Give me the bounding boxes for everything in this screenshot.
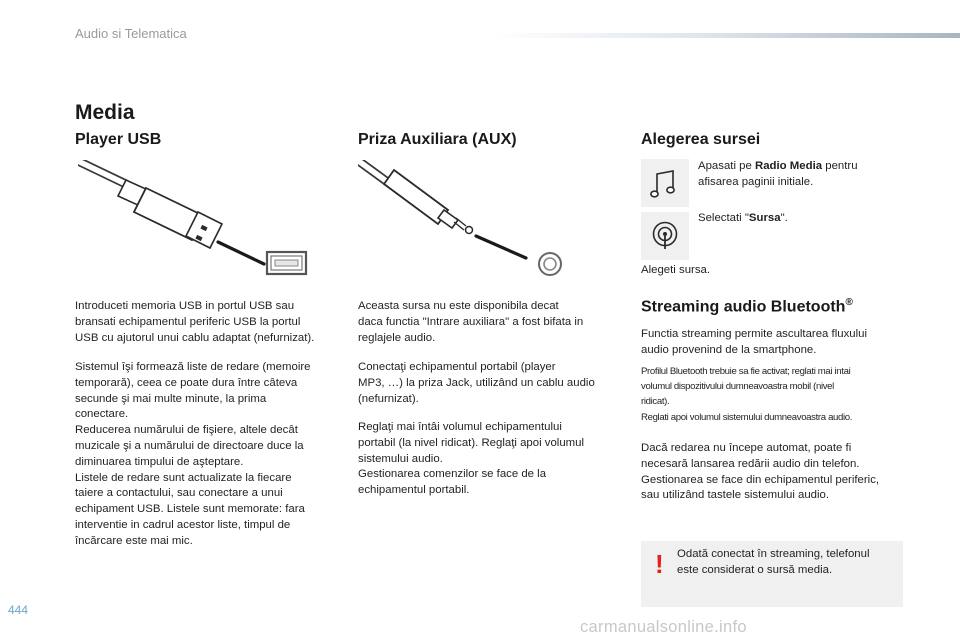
usb-plug-illustration: [78, 160, 310, 278]
source-step-2: Selectati "Sursa".: [698, 212, 788, 224]
bluetooth-paragraph-2: Profilul Bluetooth trebuie sa fie activat; reglati mai intai volumul dispozitivului dumneavoastra mobil (nivel ridicat). Reglati apoi volumul sistemului dumneavoastra audio.: [641, 366, 853, 423]
aux-paragraph-3: Reglaţi mai întâi volumul echipamentului portabil (la nivel ridicat). Reglaţi apoi volumul sistemului audio. Gestionarea comenzilor se face de la echipamentul portabil.: [358, 421, 585, 497]
source-icon-box: [641, 212, 689, 260]
jack-plug-illustration: [358, 160, 570, 278]
heading-source: Alegerea sursei: [641, 131, 761, 148]
music-note-icon: [641, 159, 689, 207]
bluetooth-paragraph-1: Functia streaming permite ascultarea fluxului audio provenind de la smartphone.: [641, 328, 868, 356]
heading-bluetooth: Streaming audio Bluetooth®: [641, 297, 853, 316]
aux-paragraph-1: Aceasta sursa nu este disponibila decat daca functia "Intrare auxiliara" a fost bifata in reglajele audio.: [358, 300, 584, 344]
aux-paragraph-2: Conectaţi echipamentul portabil (player MP3, …) la priza Jack, utilizând un cablu audio (nefurnizat).: [358, 361, 595, 405]
watermark: carmanualsonline.info: [580, 618, 747, 636]
page-title: Media: [75, 101, 135, 124]
usb-paragraph-1: Introduceti memoria USB in portul USB sau bransati echipamentul periferic USB la portul USB cu ajutorul unui cablu adaptat (nefurnizat).: [75, 300, 315, 344]
heading-usb: Player USB: [75, 131, 162, 148]
note-text: Odată conectat în streaming, telefonul este considerat o sursă media.: [677, 548, 870, 576]
usb-paragraph-2: Sistemul îşi formează liste de redare (memoire temporară), ceea ce poate dura între câteva secunde şi mai multe minute, la prima conectare. Reducerea numărului de fişiere, altele decât muzicale şi a numărului de directoare duce la diminuarea timpului de aşteptare. Listele de redare sunt actualizate la fiecare taiere a contactului, sau conectare a unui echipament USB. Listele sunt memorate: fara interventie in cadrul acestor liste, timpul de încărcare este mai mic.: [75, 361, 311, 547]
bluetooth-paragraph-3: Dacă redarea nu începe automat, poate fi necesară lansarea redării audio din telefon. Gestionarea se face din echipamentul periferic, sau utilizând tastele sistemului audio.: [641, 442, 880, 502]
source-broadcast-icon: [641, 212, 689, 260]
note-box: [641, 541, 903, 607]
page-number: 444: [8, 603, 29, 617]
header-rule: [492, 33, 960, 38]
heading-aux: Priza Auxiliara (AUX): [358, 131, 517, 148]
source-choose: Alegeti sursa.: [641, 264, 711, 276]
running-header: Audio si Telematica: [75, 26, 187, 41]
source-step-1: Apasati pe Radio Media pentru afisarea paginii initiale.: [698, 160, 858, 188]
music-icon-box: [641, 159, 689, 207]
warning-icon: !: [655, 549, 664, 579]
